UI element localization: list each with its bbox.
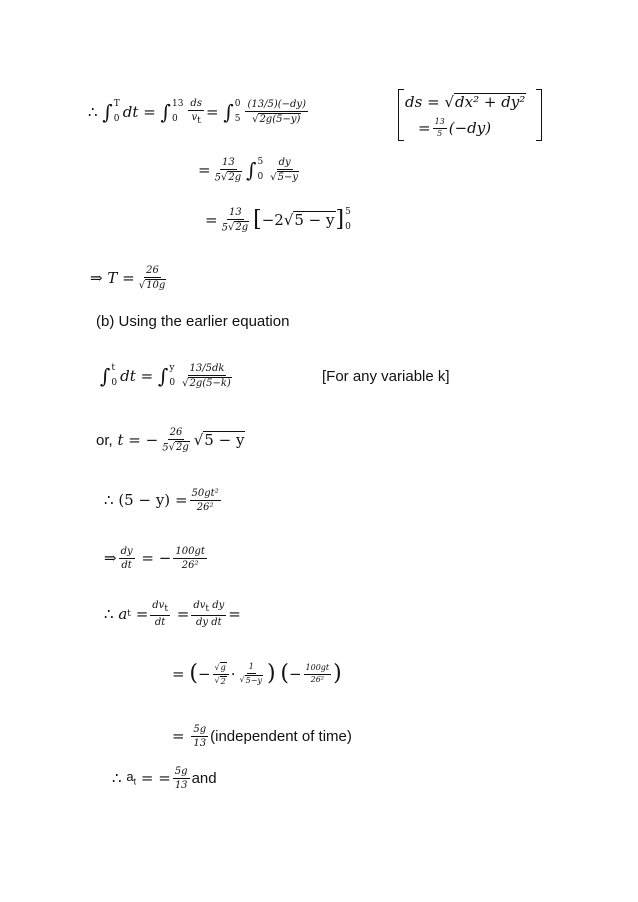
equation-at-final: ∴ $a_t$ = = $\frac{5g}{13}$ and [112,765,217,791]
equation-t: or, t = − 26 5 √ 2g √ 5 − y [96,426,245,454]
fraction-dy-root: (13/5)(−dy) √ 2g(5−y) [247,98,306,126]
equation-5g-13: = $\frac{5g}{13}$ (independent of time) [172,723,352,749]
equation-time-integral: ∴ ∫ T 0 dt = ∫ 13 0 $\frac{ds}{v_t}$ = ∫ 0 5 (13/5)(−dy) √ 2g(5−y) [88,97,306,126]
integral-ds: ∫ 13 0 [160,99,184,124]
equation-step-3: = 13 5 √ 2g [ −2 √ 5 − y ] 5 0 [205,206,351,234]
side-note-ds: ds = √ dx² + dy² [405,92,526,112]
equation-5-minus-y: ∴ (5 − y) = $\frac{\text{50gt²}}{\text{26²}}$ [104,487,219,513]
equation-time-variable: ∫ t 0 dt = ∫ y 0 13/5dk √ 2g(5−k) [100,362,231,390]
integral-dy: ∫ 0 5 [223,99,241,124]
integral-lhs: ∫ T 0 [102,99,120,124]
fraction-ds-vt: $\frac{ds}{v_t}$ [190,97,202,126]
equation-product: = ( − √ g √ 2 · 1 √ 5−y ) ( − $\frac{100gt}{\text{26²}}$ ) [172,661,342,686]
equation-T-result: ⇒ T = 26 √ 10g [90,264,166,292]
side-note-coef: = $\frac{13}{5}$ (−dy) [418,116,492,138]
any-variable-note: [For any variable k] [322,367,450,385]
part-b-heading: (b) Using the earlier equation [96,312,290,330]
equation-tangential-acceleration: ∴ a t = $\frac{dv_t}{dt}$ = $\frac{dv_t dy}{\text{dy dt}}$ = [104,599,241,629]
equation-step-2: = 13 5 √ 2g ∫ 5 0 dy √ 5−y [198,156,299,184]
therefore-symbol: ∴ [88,103,98,121]
equation-dy-dt: ⇒ $\frac{dy}{dt}$ = − $\frac{100gt}{\text{26²}}$ [104,545,205,571]
